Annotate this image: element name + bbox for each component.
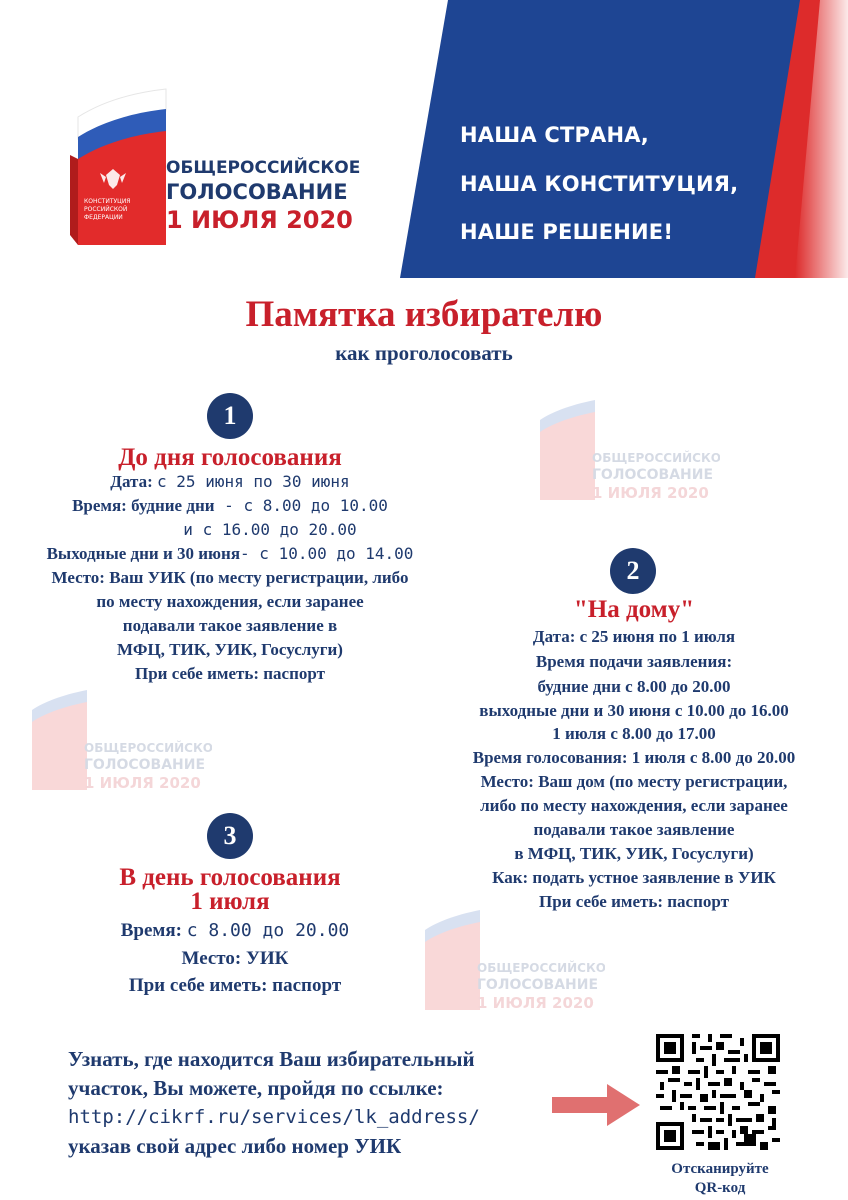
section-2-line: 1 июля с 8.00 до 17.00 bbox=[552, 724, 716, 743]
section-1-line: и с 16.00 до 20.00 bbox=[183, 520, 357, 539]
section-1-line: Время: будние дни - с 8.00 до 10.00 bbox=[72, 496, 388, 515]
bottom-info-line: Узнать, где находится Ваш избирательный bbox=[68, 1047, 475, 1071]
watermark-logo bbox=[540, 400, 720, 514]
watermark-logo bbox=[32, 690, 212, 804]
step-3-badge: 3 bbox=[207, 813, 253, 859]
logo-line-1: ОБЩЕРОССИЙСКОЕ bbox=[166, 158, 361, 178]
section-2-title: "На дому" bbox=[573, 596, 695, 623]
svg-text:ОБЩЕРОССИЙСКОЕ: ОБЩЕРОССИЙСКОЕ bbox=[477, 961, 605, 975]
page-title: Памятка избирателю bbox=[245, 294, 603, 335]
section-1-line: При себе иметь: паспорт bbox=[135, 664, 325, 683]
section-2-line: подавали такое заявление bbox=[533, 820, 735, 839]
qr-caption-code: QR-код bbox=[694, 1180, 746, 1196]
qr-code[interactable] bbox=[652, 1030, 784, 1154]
section-1-line: по месту нахождения, если заранее bbox=[96, 592, 364, 611]
section-1-line: МФЦ, ТИК, УИК, Госуслуги) bbox=[117, 640, 343, 659]
svg-text:1 ИЮЛЯ 2020: 1 ИЮЛЯ 2020 bbox=[84, 774, 201, 792]
slogan-line-1: НАША СТРАНА, bbox=[460, 123, 649, 147]
logo-flag-text-3: ФЕДЕРАЦИИ bbox=[84, 214, 123, 221]
section-3-docs: При себе иметь: паспорт bbox=[128, 975, 342, 996]
logo-flag-text-2: РОССИЙСКОЙ bbox=[84, 206, 128, 213]
svg-text:ГОЛОСОВАНИЕ: ГОЛОСОВАНИЕ bbox=[84, 757, 206, 773]
logo-line-2: ГОЛОСОВАНИЕ bbox=[166, 180, 348, 204]
section-3-title: В день голосования bbox=[119, 864, 341, 891]
page-subtitle: как проголосовать bbox=[335, 341, 513, 365]
svg-text:ГОЛОСОВАНИЕ: ГОЛОСОВАНИЕ bbox=[477, 977, 599, 993]
section-2-line: Время подачи заявления: bbox=[535, 652, 733, 671]
bottom-info-line: указав свой адрес либо номер УИК bbox=[68, 1134, 402, 1158]
svg-text:1 ИЮЛЯ 2020: 1 ИЮЛЯ 2020 bbox=[592, 484, 709, 502]
section-3-time: Время: с 8.00 до 20.00 bbox=[120, 920, 350, 941]
svg-text:ОБЩЕРОССИЙСКОЕ: ОБЩЕРОССИЙСКОЕ bbox=[84, 741, 212, 755]
section-1-line: Дата: с 25 июня по 30 июня bbox=[110, 472, 350, 491]
svg-text:ОБЩЕРОССИЙСКОЕ: ОБЩЕРОССИЙСКОЕ bbox=[592, 451, 720, 465]
section-2-line: Место: Ваш дом (по месту регистрации, bbox=[480, 772, 788, 791]
section-2-line: Как: подать устное заявление в УИК bbox=[492, 868, 776, 887]
slogan-line-2: НАША КОНСТИТУЦИЯ, bbox=[460, 172, 739, 196]
slogan-line-3: НАШЕ РЕШЕНИЕ! bbox=[460, 220, 674, 244]
section-2-line: либо по месту нахождения, если заранее bbox=[480, 796, 788, 815]
section-2-line: выходные дни и 30 июня с 10.00 до 16.00 bbox=[479, 701, 789, 720]
section-1-line: Место: Ваш УИК (по месту регистрации, либо bbox=[51, 568, 409, 587]
section-1-title: До дня голосования bbox=[118, 444, 342, 471]
logo-line-3: 1 ИЮЛЯ 2020 bbox=[166, 206, 353, 234]
section-2-line: в МФЦ, ТИК, УИК, Госуслуги) bbox=[514, 844, 754, 863]
svg-text:ГОЛОСОВАНИЕ: ГОЛОСОВАНИЕ bbox=[592, 467, 714, 483]
section-2-line: Время голосования: 1 июля с 8.00 до 20.00 bbox=[472, 748, 796, 767]
logo-flag-text-1: КОНСТИТУЦИЯ bbox=[84, 198, 131, 205]
section-2-line: будние дни с 8.00 до 20.00 bbox=[537, 677, 731, 696]
qr-caption: Отсканируйте bbox=[671, 1161, 769, 1177]
section-1-line: подавали такое заявление в bbox=[122, 616, 338, 635]
bottom-info-line: участок, Вы можете, пройдя по ссылке: bbox=[68, 1076, 444, 1100]
section-3-title-date: 1 июля bbox=[190, 888, 270, 915]
step-1-badge: 1 bbox=[207, 393, 253, 439]
section-2-line: При себе иметь: паспорт bbox=[539, 892, 729, 911]
svg-text:1 ИЮЛЯ 2020: 1 ИЮЛЯ 2020 bbox=[477, 994, 594, 1012]
address-lookup-link[interactable]: http://cikrf.ru/services/lk_address/ bbox=[68, 1106, 480, 1128]
arrow-right-icon bbox=[552, 1080, 642, 1130]
step-2-badge: 2 bbox=[610, 548, 656, 594]
section-1-line: Выходные дни и 30 июня- с 10.00 до 14.00 bbox=[46, 544, 414, 563]
section-3-place: Место: УИК bbox=[181, 948, 289, 969]
flag-ribbon-logo bbox=[70, 75, 170, 245]
section-2-line: Дата: с 25 июня по 1 июля bbox=[532, 627, 736, 646]
